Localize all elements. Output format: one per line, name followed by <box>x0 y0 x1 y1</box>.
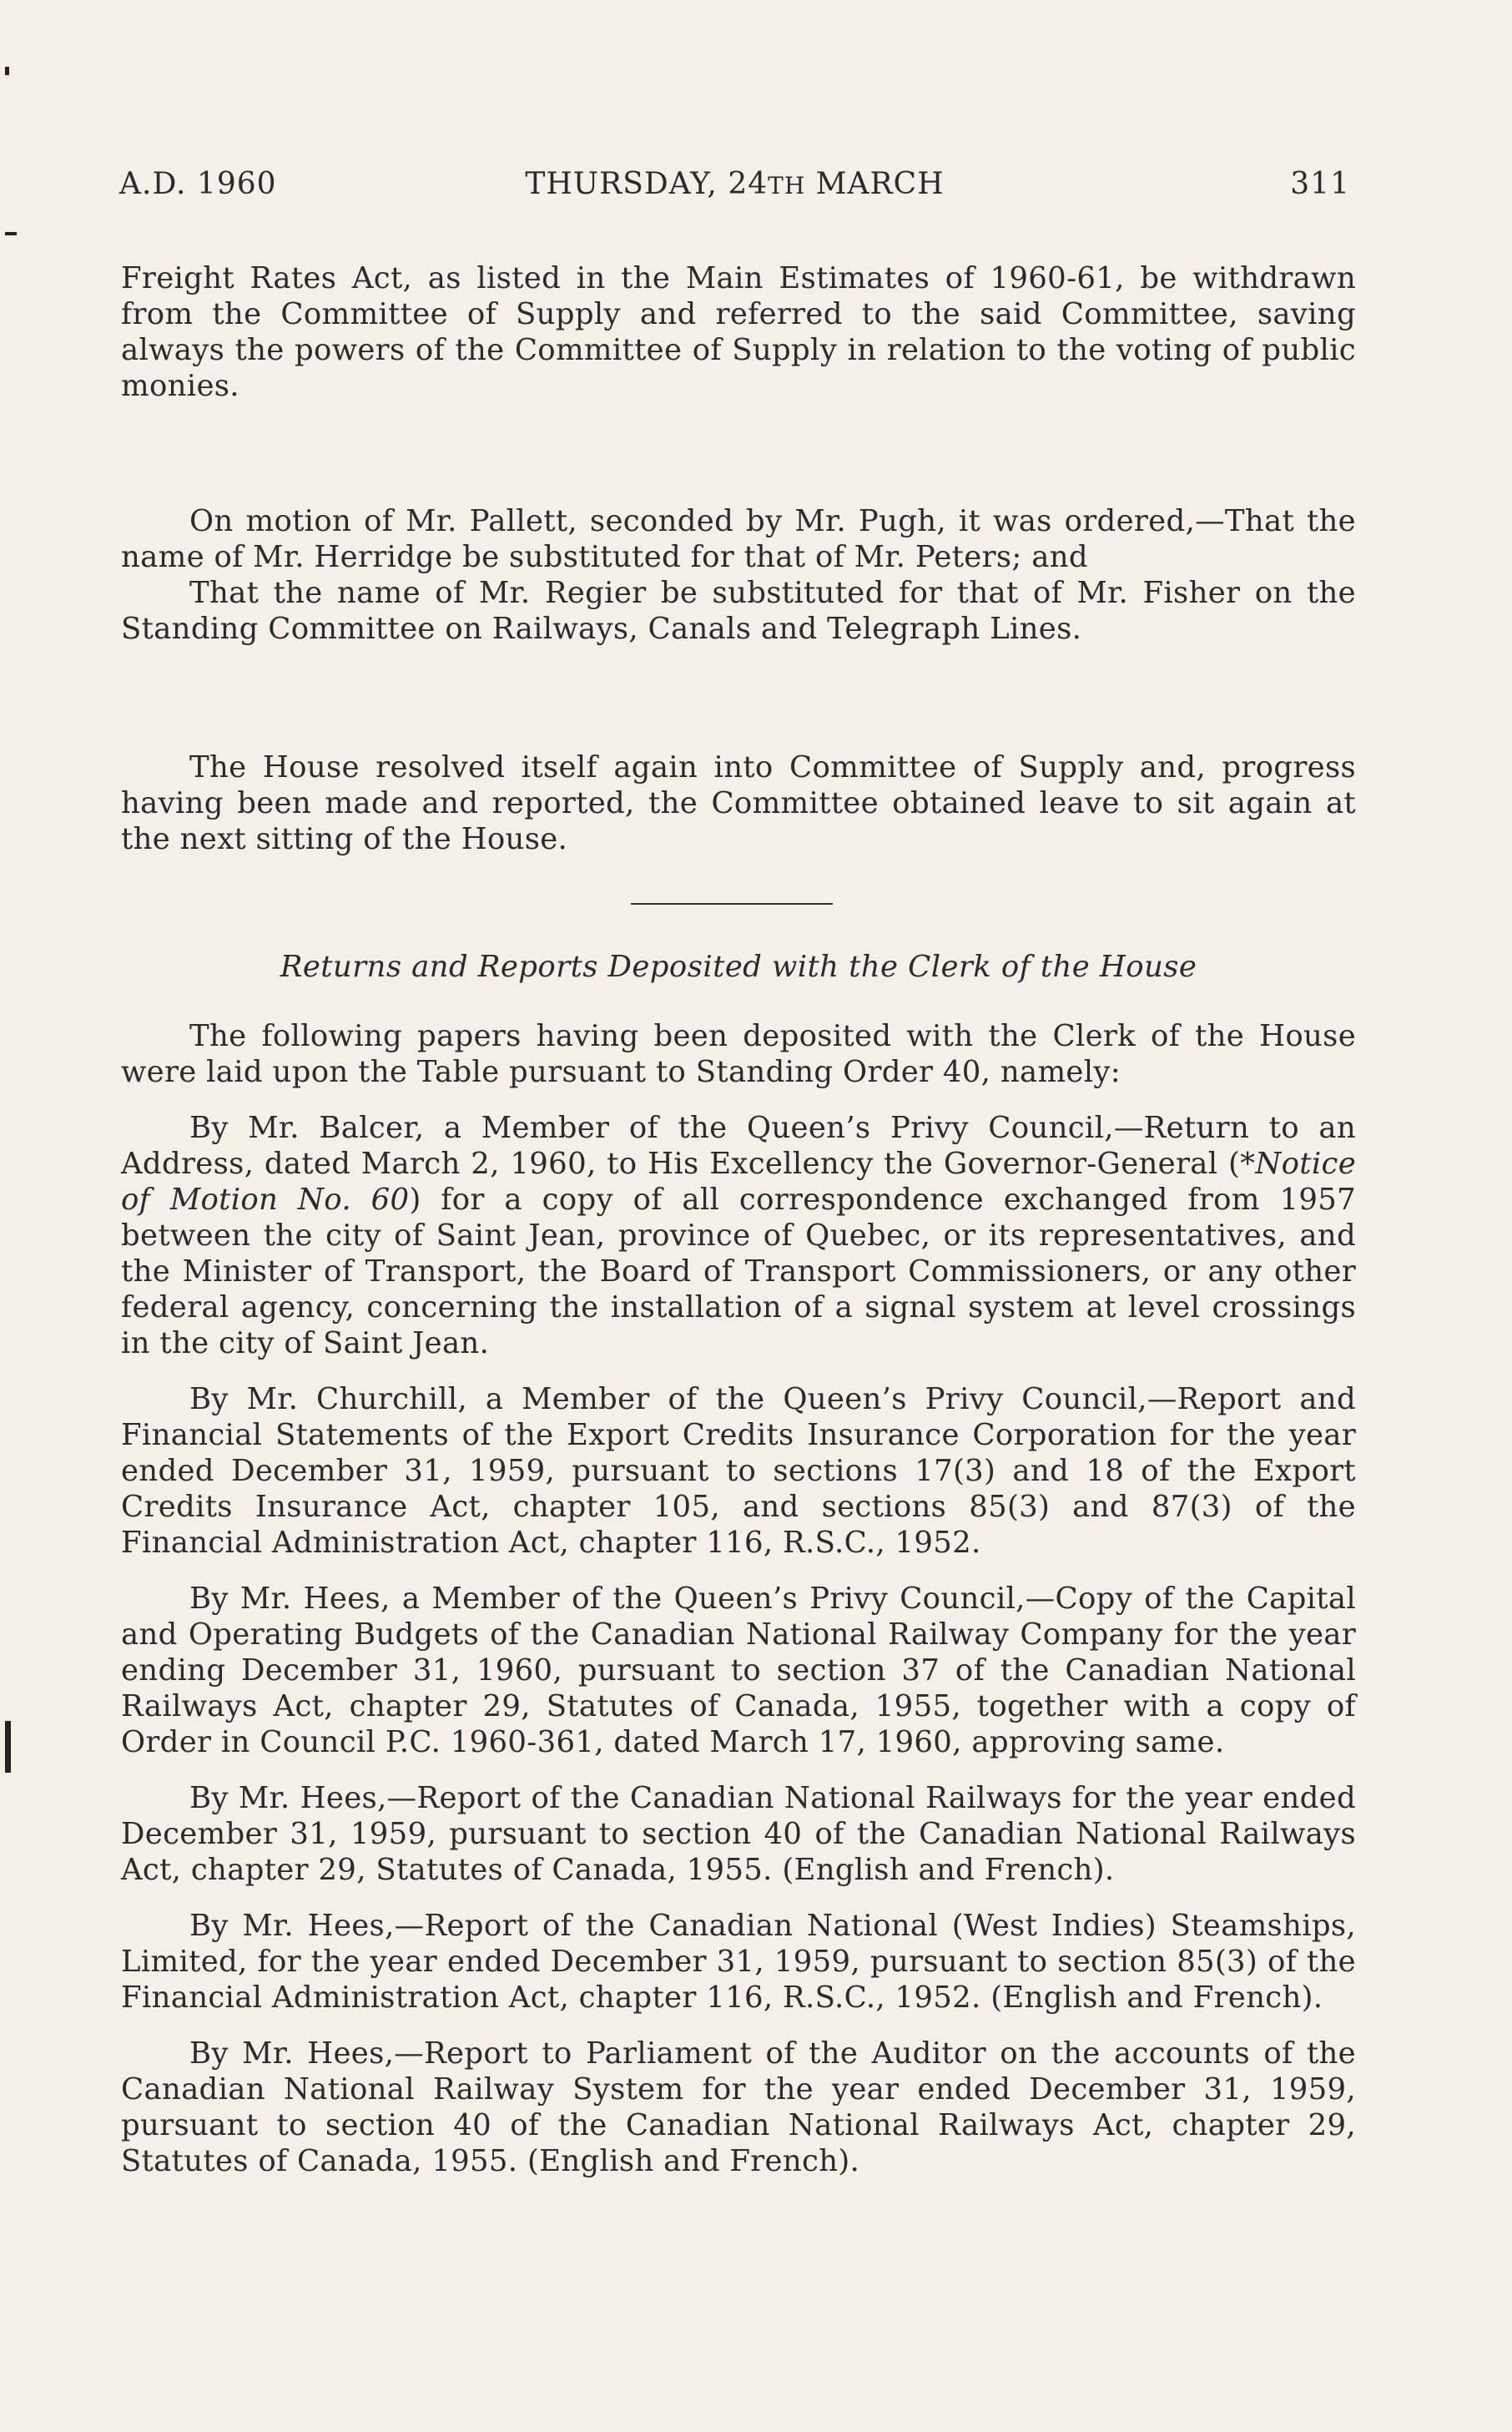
scan-edge-mark-lower <box>5 1721 11 1773</box>
paragraph-motion-pallett: On motion of Mr. Pallett, seconded by Mr. Pugh, it was ordered,—That the name of Mr. Herridge be substituted for that of Mr. Peters; and <box>121 504 1356 574</box>
paragraph-hees-auditor: By Mr. Hees,—Report to Parliament of the Auditor on the accounts of the Canadian National Railway System for the year ended December 31, 1959, pursuant to section 40 of the Canadian National Railways Act, chapter 29, Statutes of Canada, 1955. (English and French). <box>121 2036 1356 2178</box>
header-date: THURSDAY, 24TH MARCH <box>525 167 945 201</box>
scan-edge-mark-top <box>5 67 9 75</box>
returns-reports-list <box>121 1018 1356 2179</box>
paragraph-committee-of-supply: The House resolved itself again into Committee of Supply and, progress having been made and reported, the Committee obtained leave to sit again at the next sitting of the House. <box>121 750 1356 856</box>
paragraph-churchill-report: By Mr. Churchill, a Member of the Queen’s Privy Council,—Report and Financial Statements of the Export Credits Insurance Corporation for the year ended December 31, 1959, pursuant to sections 17(3) and 18 of the Export Credits Insurance Act, chapter 105, and sections 85(3) and 87(3) of the Financial Administration Act, chapter 116, R.S.C., 1952. <box>121 1382 1356 1560</box>
paragraph-regier-substitution: That the name of Mr. Regier be substituted for that of Mr. Fisher on the Standing Committee on Railways, Canals and Telegraph Lines. <box>121 576 1356 646</box>
scan-edge-mark-upper <box>5 232 17 235</box>
paragraph-balcer-return: By Mr. Balcer, a Member of the Queen’s Privy Council,—Return to an Address, dated March 2, 1960, to His Excellency the Governor-General (*Notice of Motion No. 60) for a copy of all correspondence exchanged from 1957 between the city of Saint Jean, province of Quebec, or its representatives, and the Minister of Transport, the Board of Transport Commissioners, or any other federal agency, concerning the installation of a signal system at level crossings in the city of Saint Jean. <box>121 1111 1356 1360</box>
paragraph-hees-cnr-report: By Mr. Hees,—Report of the Canadian National Railways for the year ended December 31, 1959, pursuant to section 40 of the Canadian National Railways Act, chapter 29, Statutes of Canada, 1955. (English and French). <box>121 1781 1356 1887</box>
section-divider <box>631 903 833 905</box>
block-committee-substitution <box>121 503 1356 647</box>
header-year: A.D. 1960 <box>119 167 277 201</box>
page-number: 311 <box>1290 167 1350 201</box>
paragraph-hees-west-indies: By Mr. Hees,—Report of the Canadian National (West Indies) Steamships, Limited, for the year ended December 31, 1959, pursuant to section 85(3) of the Financial Administration Act, chapter 116, R.S.C., 1952. (English and French). <box>121 1909 1356 2015</box>
page-header <box>119 167 1350 217</box>
notice-of-motion-ref: *Notice of Motion No. 60 <box>121 1147 1356 1217</box>
paragraph-intro: The following papers having been deposited with the Clerk of the House were laid upon the Table pursuant to Standing Order 40, namely: <box>121 1019 1356 1089</box>
block-committee-of-supply <box>121 749 1356 857</box>
section-title: Returns and Reports Deposited with the Clerk of the House <box>280 950 1197 984</box>
paragraph-freight-rates: Freight Rates Act, as listed in the Main Estimates of 1960-61, be withdrawn from the Committee of Supply and referred to the said Committee, saving always the powers of the Committee of Supply in relation to the voting of public monies. <box>121 261 1356 403</box>
paragraph-hees-budgets: By Mr. Hees, a Member of the Queen’s Privy Council,—Copy of the Capital and Operating Budgets of the Canadian National Railway Company for the year ending December 31, 1960, pursuant to section 37 of the Canadian National Railways Act, chapter 29, Statutes of Canada, 1955, together with a copy of Order in Council P.C. 1960-361, dated March 17, 1960, approving same. <box>121 1582 1356 1759</box>
block-freight-rates <box>121 260 1356 404</box>
